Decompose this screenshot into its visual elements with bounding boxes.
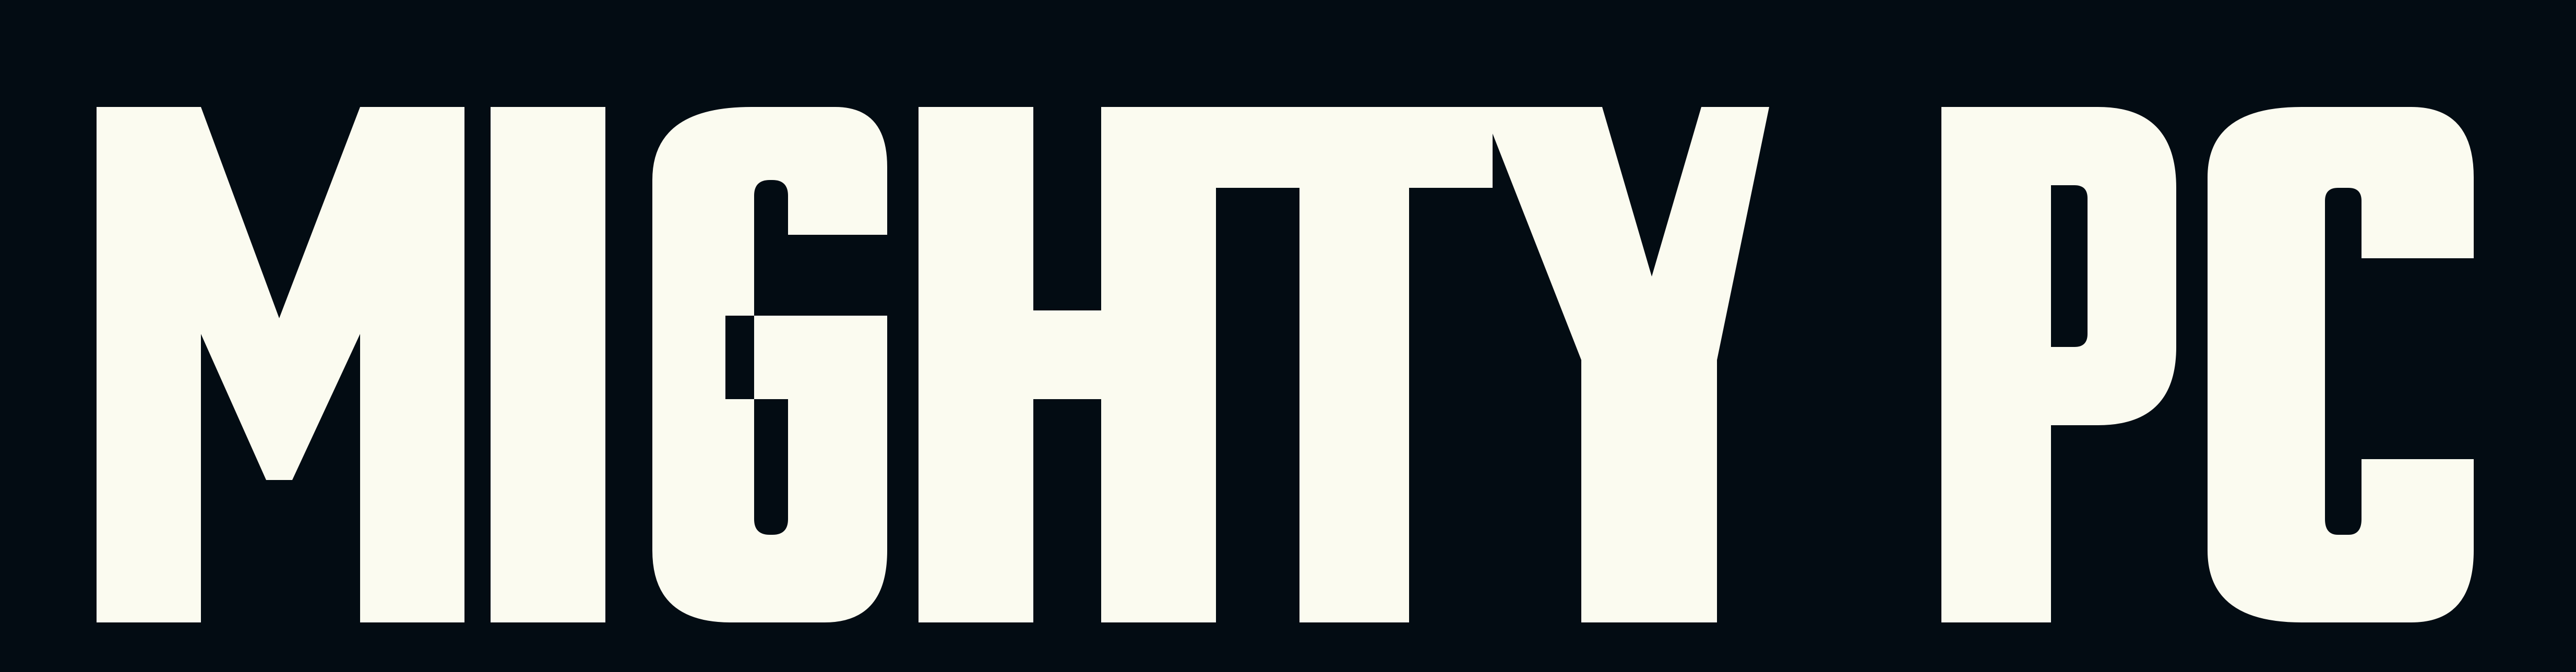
- letter-i: [491, 107, 605, 622]
